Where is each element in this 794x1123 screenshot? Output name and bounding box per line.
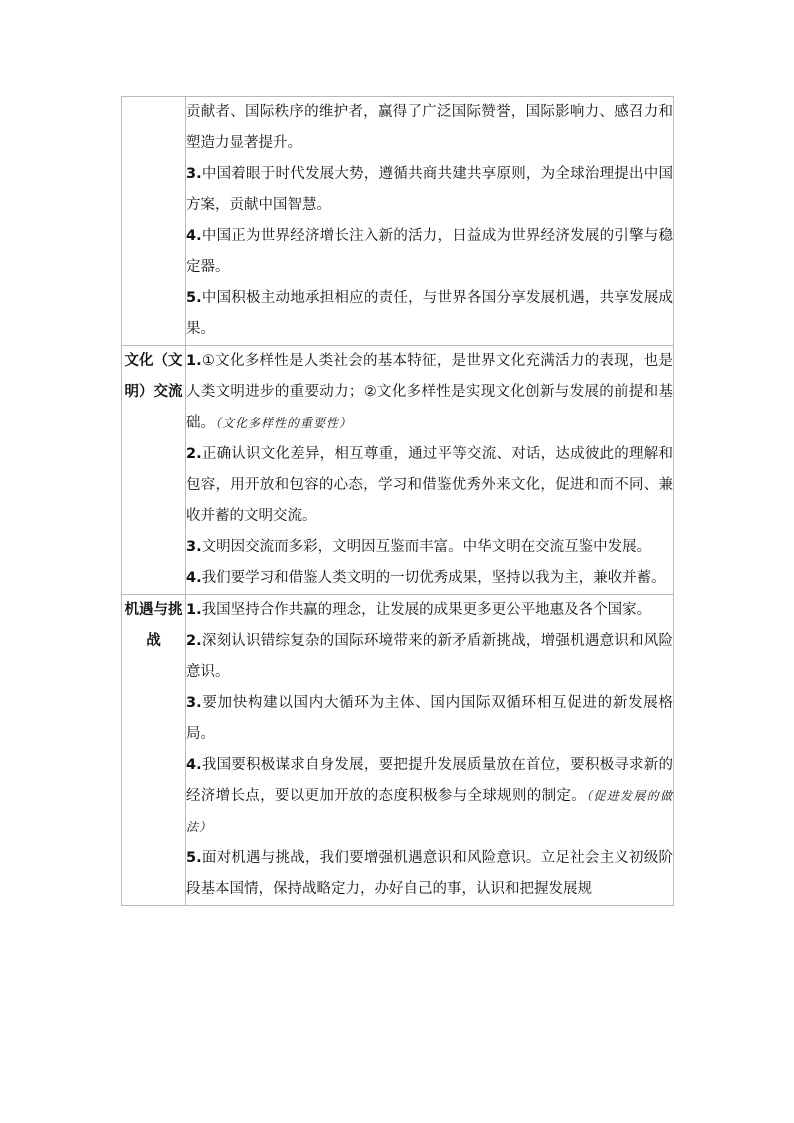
list-item [186, 595, 673, 626]
row-content [186, 97, 674, 346]
list-item [186, 439, 673, 532]
row-header [122, 97, 186, 346]
item-note: （促进发展的做法） [186, 789, 673, 834]
list-item [186, 688, 673, 750]
item-number: 4. [186, 570, 202, 586]
row-content [186, 595, 674, 906]
list-item [186, 843, 673, 905]
item-number: 5. [186, 290, 202, 306]
row-header: 机遇与挑战 [122, 595, 186, 906]
list-item [186, 563, 673, 594]
item-text: 要加快构建以国内大循环为主体、国内国际双循环相互促进的新发展格局。 [186, 695, 673, 742]
item-number: 3. [186, 166, 202, 182]
row-content [186, 346, 674, 595]
list-item [186, 532, 673, 563]
item-text: 中国着眼于时代发展大势，遵循共商共建共享原则，为全球治理提出中国方案，贡献中国智慧。 [186, 166, 673, 213]
table-row [122, 595, 674, 906]
item-number: 4. [186, 228, 202, 244]
item-number: 3. [186, 539, 202, 555]
table-row [122, 346, 674, 595]
list-item [186, 97, 673, 159]
item-text: ①文化多样性是人类社会的基本特征，是世界文化充满活力的表现，也是人类文明进步的重要动力；②文化多样性是实现文化创新与发展的前提和基础。 [186, 353, 673, 431]
item-text: 贡献者、国际秩序的维护者，赢得了广泛国际赞誉，国际影响力、感召力和塑造力显著提升。 [186, 104, 673, 151]
item-text: 中国正为世界经济增长注入新的活力，日益成为世界经济发展的引擎与稳定器。 [186, 228, 673, 275]
item-text: 面对机遇与挑战，我们要增强机遇意识和风险意识。立足社会主义初级阶段基本国情，保持战略定力，办好自己的事，认识和把握发展规 [186, 850, 673, 897]
item-note: （文化多样性的重要性） [215, 416, 353, 430]
list-item [186, 283, 673, 345]
list-item [186, 346, 673, 439]
list-item [186, 750, 673, 843]
item-text: 文明因交流而多彩，文明因互鉴而丰富。中华文明在交流互鉴中发展。 [201, 539, 652, 555]
item-text: 中国积极主动地承担相应的责任，与世界各国分享发展机遇，共享发展成果。 [186, 290, 673, 337]
item-number: 1. [186, 353, 202, 369]
item-text: 我国坚持合作共赢的理念，让发展的成果更多更公平地惠及各个国家。 [201, 602, 652, 618]
table-row [122, 97, 674, 346]
list-item [186, 159, 673, 221]
content-table [121, 96, 674, 906]
item-number: 2. [186, 633, 202, 649]
item-text: 深刻认识错综复杂的国际环境带来的新矛盾新挑战，增强机遇意识和风险意识。 [186, 633, 673, 680]
item-text: 我们要学习和借鉴人类文明的一切优秀成果，坚持以我为主，兼收并蓄。 [201, 570, 666, 586]
row-header: 文化（文明）交流 [122, 346, 186, 595]
item-text: 我国要积极谋求自身发展，要把提升发展质量放在首位，要积极寻求新的经济增长点，要以更加开放的态度积极参与全球规则的制定。 [186, 757, 673, 804]
item-number: 2. [186, 446, 202, 462]
item-number: 5. [186, 850, 202, 866]
list-item [186, 221, 673, 283]
item-number: 3. [186, 695, 202, 711]
item-number: 4. [186, 757, 202, 773]
item-number: 1. [186, 602, 202, 618]
item-text: 正确认识文化差异，相互尊重，通过平等交流、对话，达成彼此的理解和包容，用开放和包容的心态，学习和借鉴优秀外来文化，促进和而不同、兼收并蓄的文明交流。 [186, 446, 673, 524]
list-item [186, 626, 673, 688]
